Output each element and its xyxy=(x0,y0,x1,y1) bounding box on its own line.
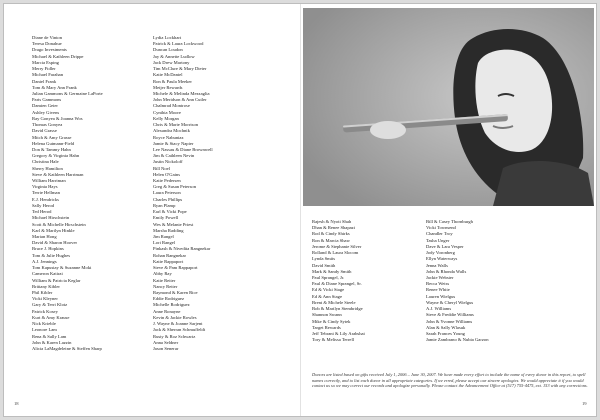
donor-name: Alicia LaMagdeleine & Steffen Sharp xyxy=(32,345,102,351)
donor-name: Jody Voronberg xyxy=(426,250,455,256)
donor-name: Justin Nickoloff xyxy=(153,159,183,165)
page-gutter xyxy=(300,4,301,416)
donor-name: Chalmrad Montrose xyxy=(153,103,190,109)
donor-name: Patrick & Laura Lockwood xyxy=(153,41,204,47)
donor-name: Shannon Swann xyxy=(312,312,342,318)
donor-name: Charles Phillips xyxy=(153,196,183,202)
donor-name: Ed & Vicki Stage xyxy=(312,287,345,293)
donor-name: Jason Senerar xyxy=(153,345,179,351)
donor-name: Lee Nassau & Diane Brownwell xyxy=(153,146,213,152)
donor-name: Drago Investments xyxy=(32,47,67,53)
donor-name: Wes & Melanie Priest xyxy=(153,221,194,227)
donor-name: Jim Rangel xyxy=(153,234,174,239)
donor-name: David Smith xyxy=(312,262,336,268)
donor-name: Kurt & Amy Krause xyxy=(32,314,70,320)
donor-name: Chandler Troy xyxy=(426,231,453,237)
donor-name: Dhan & Renee Shapazi xyxy=(312,225,355,231)
donor-name: E.J. Hendricks xyxy=(32,196,59,202)
donor-name: Michael Hirschstein xyxy=(32,215,70,221)
donor-name: Daniel Frank xyxy=(32,78,57,84)
donor-name: Steve & Pam Rappaport xyxy=(153,265,198,271)
donor-name: Vicki Kleyner xyxy=(32,296,58,302)
donor-name: Jenna Walls xyxy=(426,262,448,268)
donor-name: Leonore Lam xyxy=(32,327,57,333)
page-number-right: 19 xyxy=(582,401,587,406)
donor-name: Rohan Rangnekar xyxy=(153,252,187,258)
donor-name: David Grasse xyxy=(32,128,57,134)
donor-name: Jim & Cathleen Nevin xyxy=(153,153,195,159)
donor-name: Ryan Plamp xyxy=(153,202,176,208)
donor-name: Bill & Casey Thornburgh xyxy=(426,219,473,224)
donor-name: Marian Hong xyxy=(32,234,57,239)
donor-name: A.J. Williams xyxy=(426,306,452,312)
donor-name: Jerome & Stephanie Silver xyxy=(312,243,362,249)
donor-name: Anna Seldner xyxy=(153,339,179,345)
donor-name: Renee White xyxy=(426,287,450,293)
donor-name: Duncan Loudon xyxy=(153,47,183,53)
flutist-photo xyxy=(303,8,594,206)
donor-name: Marsha Radding xyxy=(153,227,184,233)
donor-name: Gregory & Virginia Hahn xyxy=(32,153,80,159)
donor-name: Rolland & Laura Slocom xyxy=(312,250,359,256)
donor-name: Katie Rappaport xyxy=(153,258,184,264)
donor-name: Anne Ronayne xyxy=(153,308,181,314)
donor-name: Brittany Kibler xyxy=(32,283,60,289)
donor-name: Steve & Kathleen Harriman xyxy=(32,171,84,177)
donor-name: Rena & Sally Lam xyxy=(32,333,67,339)
donor-name: Mike & Cindy Sytek xyxy=(312,318,351,324)
donor-name: Katie Pedersen xyxy=(153,178,181,184)
donor-name: Tom Kapustay & Suzanne Moki xyxy=(32,265,92,271)
donor-name: David & Sharon Hoover xyxy=(32,240,78,246)
donor-name: A.J. Jennings xyxy=(32,258,57,264)
donor-name: Lynda Smits xyxy=(312,256,336,262)
donor-name: Terrie Hellman xyxy=(32,190,60,196)
donor-name: Ellyn Waterways xyxy=(426,256,458,262)
donor-name: Jamie Zambrano & Nubia Garzon xyxy=(426,337,489,343)
donor-name: Nancy Reiter xyxy=(153,283,178,289)
donor-name: Royce Nabuniaz xyxy=(153,134,184,140)
donor-name: Alexandra Mochnik xyxy=(153,128,190,134)
donor-name: Bob & Marilyn Stembridge xyxy=(312,306,363,312)
musician-flute-photo-icon xyxy=(303,8,594,206)
donor-name: Damien Geier xyxy=(32,103,58,109)
donor-name: Abby Ray xyxy=(153,271,172,277)
donor-name: Michelle Rodriguez xyxy=(153,302,190,308)
donor-name: William & Patricia Keglar xyxy=(32,277,81,283)
donor-name: Tim McClure & Mary Dieter xyxy=(153,66,207,72)
donor-name: John & Karen Lazzin xyxy=(32,339,72,345)
donor-name: Scott & Michelle Hirschstein xyxy=(32,221,86,227)
donor-name: Paul Sprangel, Jr. xyxy=(312,274,345,280)
donor-name: Diane de Vinton xyxy=(32,35,63,40)
page-number-left: 18 xyxy=(14,401,19,406)
donor-name: Jack & Sherran Schmuffeldt xyxy=(153,327,206,333)
donor-name: Ashley Givens xyxy=(32,109,60,115)
donor-name: Don & Tammy Hahn xyxy=(32,146,71,152)
donor-name: Paul & Diane Sprangel, Sr. xyxy=(312,281,362,287)
donor-name: Ed & Ann Stage xyxy=(312,293,342,299)
donor-name: Mitch & Amy Grasse xyxy=(32,134,72,140)
donor-name: Helena Gutmann-Field xyxy=(32,140,75,146)
donor-name: Tory & Melissa Terrell xyxy=(312,337,355,343)
donor-name: Steve & Freddie Williams xyxy=(426,312,474,318)
donor-name: Laura Peterson xyxy=(153,190,181,196)
donor-name: Rod & Cindy Shirks xyxy=(312,231,350,237)
donor-name: Alan & Sally Wlasuk xyxy=(426,324,466,330)
donor-name: John & Rhonda Walls xyxy=(426,268,467,274)
donor-name: Sarah Frances Young xyxy=(426,330,465,336)
donor-name: Marcia Esping xyxy=(32,59,59,65)
donor-name: Emily Powell xyxy=(153,215,179,221)
donor-name: Michele & Melinda Mezzaglia xyxy=(153,90,210,96)
donor-name: Christina Hale xyxy=(32,159,59,165)
donor-name: Katie McDaniel xyxy=(153,72,183,78)
donor-name: Lauren Wielgus xyxy=(426,293,456,299)
donor-name: Wayne & Cheryl Wielgus xyxy=(426,299,474,305)
donor-name: Rajesh & Nyoti Shah xyxy=(312,219,352,224)
donor-name: Ray Gonyea & Joanna Wos xyxy=(32,115,83,121)
donor-list-column-2 xyxy=(153,35,213,352)
donor-name: Virginia Hays xyxy=(32,184,58,190)
donor-name: Thomas Gonyea xyxy=(32,122,63,128)
donor-name: Ron & Marcia Shaw xyxy=(312,237,350,243)
donor-name: Katie Reiter xyxy=(153,277,176,283)
donor-name: Paris Gammons xyxy=(32,97,62,103)
donor-name: Kelly Morgan xyxy=(153,115,179,121)
donor-name: Ron & Paula Meeker xyxy=(153,78,192,84)
donor-name: Jack Drew Martony xyxy=(153,59,190,65)
donor-name: Patrick Kosey xyxy=(32,308,58,314)
donor-name: Karl & Marilyn Hinkle xyxy=(32,227,75,233)
donor-name: Kevin & Jackie Rowles xyxy=(153,314,197,320)
donor-name: Nick Krieble xyxy=(32,321,56,327)
donor-name: Jay & Annette Ludlow xyxy=(153,53,195,59)
donor-name: Cynthia Moore xyxy=(153,109,181,115)
donor-name: Raymond & Karen Rice xyxy=(153,289,198,295)
donor-name: Rusty & Roz Schwartz xyxy=(153,333,196,339)
donor-name: Jeff Tebrani & Lily Arabshai xyxy=(312,330,365,336)
donor-name: Brent & Michele Steele xyxy=(312,299,356,305)
donor-name: Bruce J. Hopkins xyxy=(32,246,64,252)
donor-name: John & Yvonne Williams xyxy=(426,318,473,324)
donor-name: Earl & Vicki Pope xyxy=(153,209,187,215)
donor-name: Ted Herod xyxy=(32,209,52,215)
donor-name: Meijer Rewards xyxy=(153,84,183,90)
donor-name: Julian Gammons & Germaine LaPorte xyxy=(32,90,103,96)
donor-name: Target Rewards xyxy=(312,324,341,330)
donor-name: Mark & Sandy Smith xyxy=(312,268,352,274)
donor-name: Vicki Townsend xyxy=(426,225,456,231)
donor-name: Tasha Unger xyxy=(426,237,450,243)
donor-name: Helen O'Gains xyxy=(153,171,180,177)
donor-name: Tom & Mary Ann Frank xyxy=(32,84,77,90)
donor-name: Cameron Katirai xyxy=(32,271,63,277)
donor-name: Tom & Julie Hughes xyxy=(32,252,71,258)
donor-name: Chris & Marie Morrison xyxy=(153,122,199,128)
donor-name: Becca Weiss xyxy=(426,281,450,287)
donor-name: Lori Rangel xyxy=(153,240,176,246)
donor-name: Teresa Donahue xyxy=(32,41,62,47)
donor-name: Merry Fidler xyxy=(32,66,56,72)
donor-name: J. Wayne & Joanne Sarjent xyxy=(153,321,203,327)
brochure-spread xyxy=(3,3,597,417)
donor-name: Jackie Webster xyxy=(426,274,454,280)
donor-name: Sally Herod xyxy=(32,202,55,208)
donor-name: Eddie Rodriguez xyxy=(153,296,184,302)
donor-list-column-3 xyxy=(312,219,365,343)
donor-name: Sherry Hamilton xyxy=(32,165,63,171)
donor-name: Dave & Lara Vesper xyxy=(426,243,464,249)
donor-name: Lydia Lockhart xyxy=(153,35,182,40)
donor-name: Michael & Kathleen Drippe xyxy=(32,53,84,59)
donor-name: Phil Kibler xyxy=(32,289,53,295)
donor-name: William Harriman xyxy=(32,178,66,184)
donor-name: John Meridson & Ann Cutler xyxy=(153,97,207,103)
donor-name: Pinkash & Nivedita Rangnekar xyxy=(153,246,211,252)
donor-name: Michael Farahan xyxy=(32,72,63,78)
donor-name: Bill Noel xyxy=(153,165,170,171)
donor-name: Gary & Terri Klotz xyxy=(32,302,68,308)
donor-name: Greg & Susan Peterson xyxy=(153,184,196,190)
donor-name: Jamie & Stacy Napier xyxy=(153,140,194,146)
donor-list-column-1 xyxy=(32,35,103,352)
donor-disclaimer-note: Donors are listed based on gifts received July 1, 2006 – June 30, 2007. We have made every effort to include the name of every donor in this report, to spell names correctly, and to list each donor in all appropriate categories. If we erred, please accept our sincere apologies. We would appreciate it if you would contact us so we may correct our records and apologize personally. Please contact the Advancement Office at (517) 755-4475, ext. 153 with any corrections. xyxy=(312,372,588,389)
donor-list-column-4 xyxy=(426,219,489,343)
